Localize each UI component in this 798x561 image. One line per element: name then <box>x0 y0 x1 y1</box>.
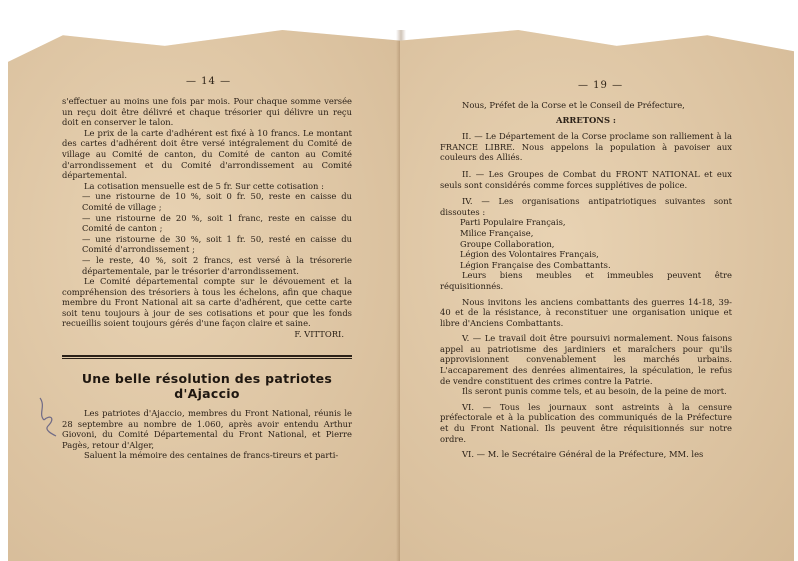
section-title: Une belle résolution des patriotes d'Ajaccio <box>81 371 333 401</box>
paragraph: La cotisation mensuelle est de 5 fr. Sur cette cotisation : <box>84 180 324 191</box>
article: II. — Le Département de la Corse proclame son ralliement à la FRANCE LIBRE. Nous appelons la population à pavoiser aux couleurs des Alliés. <box>440 131 732 163</box>
list-item: — une ristourne de 20 %, soit 1 franc, reste en caisse du Comité de canton ; <box>82 212 352 234</box>
paragraph: Saluent la mémoire des centaines de francs-tireurs et parti- <box>84 450 339 461</box>
list-item: — une ristourne de 30 %, soit 1 fr. 50, resté en caisse du Comité d'arrondissement ; <box>82 233 352 255</box>
article: V. — Le travail doit être poursuivi normalement. Nous faisons appel au patriotisme des jardiniers et maraîchers pour qu'ils approvisionnent convenablement les marchés urbains. L'accaparement des denrées alimentaires, la spéculation, le refus de vendre constituent des crimes contre la Patrie. <box>440 333 732 386</box>
list-item: Parti Populaire Français, <box>460 217 566 228</box>
opening-line: Nous, Préfet de la Corse et le Conseil de Préfecture, <box>462 100 685 110</box>
article: VI. — Tous les journaux sont astreints à la censure préfectorale et à la publication des communiqués de la Préfecture et du Front National. Ils peuvent être réquisitionnés sur notre ordre. <box>440 401 732 444</box>
divider-top <box>62 355 352 357</box>
list-item: Légion des Volontaires Français, <box>460 249 599 260</box>
list-item: — une ristourne de 10 %, soit 0 fr. 50, reste en caisse du Comité de village ; <box>82 191 352 212</box>
arretons-heading: ARRETONS : <box>555 114 617 125</box>
resolution-body <box>62 408 352 461</box>
right-page-number: — 19 — <box>578 80 624 91</box>
article: IV. — Les organisations antipatriotiques suivantes sont dissoutes : <box>440 196 732 217</box>
paragraph: Le Comité départemental compte sur le dévouement et la compréhension des trésoriers à tous les échelons, afin que chaque membre du Front National ait sa carte d'adhérent, que cette carte soit tenu toujours à jour de ses cotisations et pour que les fonds recueillis soient toujours gérés d'une façon claire et saine. <box>62 276 352 329</box>
paragraph: Le prix de la carte d'adhérent est fixé à 10 francs. Le montant des cartes d'adhérent doit être versé intégralement du Comité de village au Comité de canton, du Comité de canton au Comité d'arrondissement et du Comité d'arrondissement au Comité départemental. <box>62 127 352 181</box>
paragraph: s'effectuer au moins une fois par mois. Pour chaque somme versée un reçu doit être délivré et chaque trésorier qui délivre un reçu doit en conserver le talon. <box>62 96 352 128</box>
divider-top-thin <box>62 358 352 359</box>
list-item: Milice Française, <box>460 227 534 238</box>
article: II. — Les Groupes de Combat du FRONT NATIONAL et eux seuls sont considérés comme forces supplétives de police. <box>440 168 732 190</box>
list-item: Groupe Collaboration, <box>460 238 555 249</box>
pencil-mark-icon <box>30 392 64 442</box>
article: VI. — M. le Secrétaire Général de la Préfecture, MM. les <box>462 449 704 460</box>
paragraph: Nous invitons les anciens combattants des guerres 14-18, 39-40 et de la résistance, à reconstituer une organisation unique et libre d'Anciens Combattants. <box>440 296 732 328</box>
list-item: — le reste, 40 %, soit 2 francs, est versé à la trésorerie départementale, par le trésorier d'arrondissement. <box>82 254 352 276</box>
paragraph: Ils seront punis comme tels, et au besoin, de la peine de mort. <box>462 386 727 397</box>
left-body <box>62 96 352 340</box>
left-page-number: — 14 — <box>186 76 232 87</box>
list-item: Légion Française des Combattants. <box>460 259 611 270</box>
paragraph: Les patriotes d'Ajaccio, membres du Front National, réunis le 28 septembre au nombre de 1.060, après avoir entendu Arthur Giovoni, du Comité Départemental du Front National, et Pierre Pagès, retour d'Alger, <box>62 408 352 450</box>
right-body <box>440 100 732 460</box>
signature: F. VITTORI. <box>294 329 344 340</box>
paragraph: Leurs biens meubles et immeubles peuvent être réquisitionnés. <box>440 270 732 291</box>
